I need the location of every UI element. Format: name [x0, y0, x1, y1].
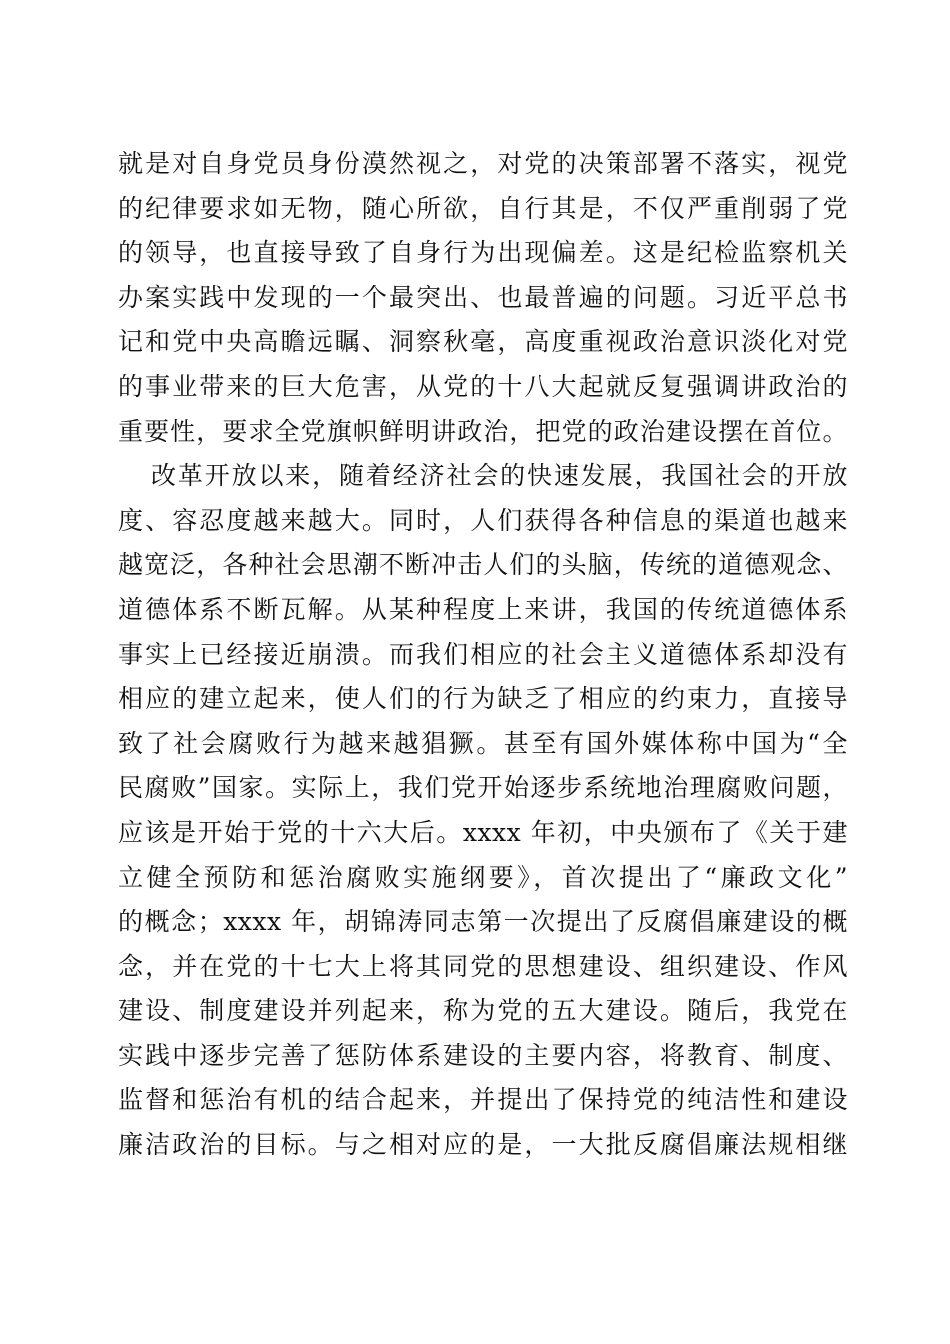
text-line: 就是对自身党员身份漠然视之，对党的决策部署不落实，视党	[118, 149, 848, 178]
text-line: 改革开放以来，随着经济社会的快速发展，我国社会的开放	[151, 461, 848, 491]
body-text	[118, 142, 848, 1168]
text-line: 廉洁政治的目标。与之相对应的是，一大批反腐倡廉法规相继	[118, 1130, 848, 1160]
text-line: 道德体系不断瓦解。从某种程度上来讲，我国的传统道德体系	[118, 594, 848, 624]
text-line: 办案实践中发现的一个最突出、也最普遍的问题。习近平总书	[118, 282, 848, 312]
text-line: 事实上已经接近崩溃。而我们相应的社会主义道德体系却没有	[118, 639, 848, 669]
text-line: 实践中逐步完善了惩防体系建设的主要内容，将教育、制度、	[118, 1040, 848, 1070]
text-line: 的领导，也直接导致了自身行为出现偏差。这是纪检监察机关	[118, 238, 848, 268]
text-line: 致了社会腐败行为越来越猖獗。甚至有国外媒体称中国为“全	[118, 728, 848, 758]
text-line: 立健全预防和惩治腐败实施纲要》，首次提出了“廉政文化”	[118, 862, 848, 892]
text-line: 相应的建立起来，使人们的行为缺乏了相应的约束力，直接导	[118, 684, 848, 714]
text-line: 念，并在党的十七大上将其同党的思想建设、组织建设、作风	[118, 951, 848, 981]
text-line: 民腐败”国家。实际上，我们党开始逐步系统地治理腐败问题，	[118, 773, 848, 803]
text-line: 的事业带来的巨大危害，从党的十八大起就反复强调讲政治的	[118, 371, 848, 401]
text-line: 的概念；xxxx 年，胡锦涛同志第一次提出了反腐倡廉建设的概	[118, 907, 848, 937]
text-line: 监督和惩治有机的结合起来，并提出了保持党的纯洁性和建设	[118, 1085, 848, 1115]
text-line: 的纪律要求如无物，随心所欲，自行其是，不仅严重削弱了党	[118, 193, 848, 223]
text-line: 建设、制度建设并列起来，称为党的五大建设。随后，我党在	[118, 996, 848, 1026]
text-line: 重要性，要求全党旗帜鲜明讲政治，把党的政治建设摆在首位。	[118, 416, 848, 446]
paragraph-2	[118, 454, 848, 1168]
text-line: 应该是开始于党的十六大后。xxxx 年初，中央颁布了《关于建	[118, 817, 848, 847]
text-line: 越宽泛，各种社会思潮不断冲击人们的头脑，传统的道德观念、	[118, 550, 848, 580]
text-line: 度、容忍度越来越大。同时，人们获得各种信息的渠道也越来	[118, 505, 848, 535]
text-line: 记和党中央高瞻远瞩、洞察秋毫，高度重视政治意识淡化对党	[118, 327, 848, 357]
paragraph-1	[118, 142, 848, 454]
